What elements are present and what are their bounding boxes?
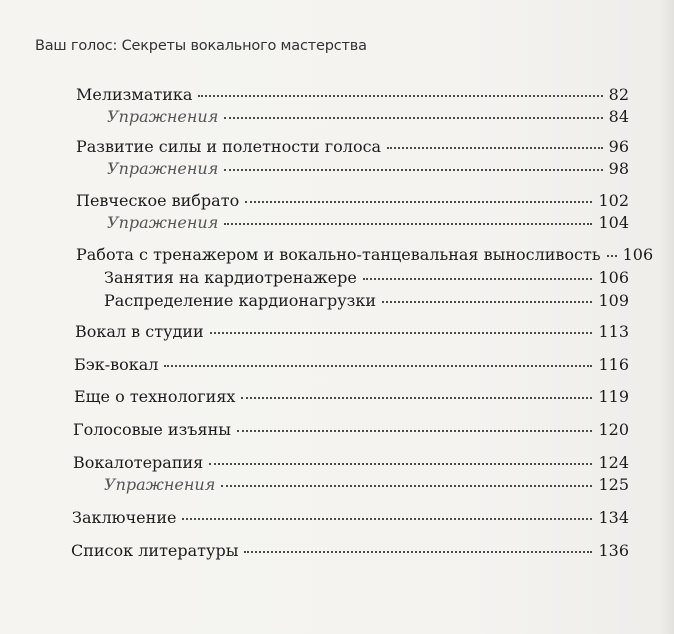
toc-entry-title: Голосовые изъяны [73, 420, 231, 439]
dot-leader [382, 300, 592, 303]
toc-entry [76, 191, 629, 215]
dot-leader [224, 116, 602, 119]
toc-entry-title: Упражнения [107, 107, 219, 126]
toc-entry-title: Мелизматика [76, 85, 193, 104]
dot-leader [182, 517, 592, 520]
toc-entry [73, 453, 629, 477]
toc-entry [71, 541, 629, 565]
toc-entry [74, 355, 629, 379]
dot-leader [221, 484, 592, 487]
toc-entry [75, 322, 629, 346]
toc-entry-page: 119 [598, 387, 629, 406]
toc-entry-page: 120 [598, 420, 629, 439]
toc-entry-title: Упражнения [104, 475, 216, 494]
toc-entry [72, 508, 629, 532]
toc-entry-page: 102 [598, 191, 629, 210]
toc-entry-page: 104 [598, 213, 629, 232]
toc-entry-title: Вокал в студии [75, 322, 204, 341]
dot-leader [198, 94, 602, 97]
dot-leader [224, 168, 602, 171]
toc-entry-page: 96 [608, 137, 629, 156]
toc-entry-page: 125 [598, 475, 629, 494]
dot-leader [363, 277, 593, 280]
dot-leader [209, 462, 592, 465]
toc-entry-page: 106 [598, 268, 629, 287]
toc-entry-title: Еще о технологиях [74, 387, 236, 406]
toc-entry-page: 136 [598, 541, 629, 560]
toc-entry-page: 98 [608, 159, 629, 178]
toc-entry-title: Заключение [72, 508, 177, 527]
toc-subentry [107, 213, 629, 237]
toc-entry-title: Упражнения [107, 213, 219, 232]
dot-leader [224, 222, 592, 225]
toc-entry-page: 134 [598, 508, 629, 527]
toc-entry-page: 84 [608, 107, 629, 126]
toc-entry-title: Вокалотерапия [73, 453, 204, 472]
toc-entry-title: Певческое вибрато [76, 191, 240, 210]
toc-entry-title: Список литературы [71, 541, 239, 560]
dot-leader [607, 254, 617, 257]
toc-entry-title: Распределение кардионагрузки [104, 291, 377, 310]
toc-entry-page: 82 [608, 85, 629, 104]
dot-leader [244, 550, 592, 553]
toc-entry [74, 387, 629, 411]
toc-subentry [104, 291, 629, 315]
toc-subentry [107, 107, 629, 131]
toc-entry [73, 420, 629, 444]
dot-leader [164, 364, 592, 367]
toc-entry-title: Бэк-вокал [74, 355, 159, 374]
toc-entry-title: Упражнения [107, 159, 219, 178]
toc-subentry [104, 268, 629, 292]
toc-entry-page: 124 [598, 453, 629, 472]
dot-leader [387, 146, 603, 149]
toc-subentry [107, 159, 629, 183]
toc-subentry [104, 475, 629, 499]
toc-entry-title: Работа с тренажером и вокально-танцевальная выносливость [76, 245, 601, 264]
toc-entry-page: 113 [598, 322, 629, 341]
dot-leader [210, 331, 593, 334]
dot-leader [241, 396, 592, 399]
toc-entry-title: Занятия на кардиотренажере [104, 268, 357, 287]
toc-entry-page: 109 [598, 291, 629, 310]
running-head: Ваш голос: Секреты вокального мастерства [35, 38, 367, 54]
toc-entry-page: 106 [622, 245, 654, 264]
toc-entry-page: 116 [598, 355, 629, 374]
dot-leader [237, 429, 592, 432]
toc-entry [76, 137, 629, 161]
toc-entry [76, 85, 629, 109]
toc-entry [76, 245, 654, 269]
toc-entry-title: Развитие силы и полетности голоса [76, 137, 382, 156]
dot-leader [245, 200, 592, 203]
